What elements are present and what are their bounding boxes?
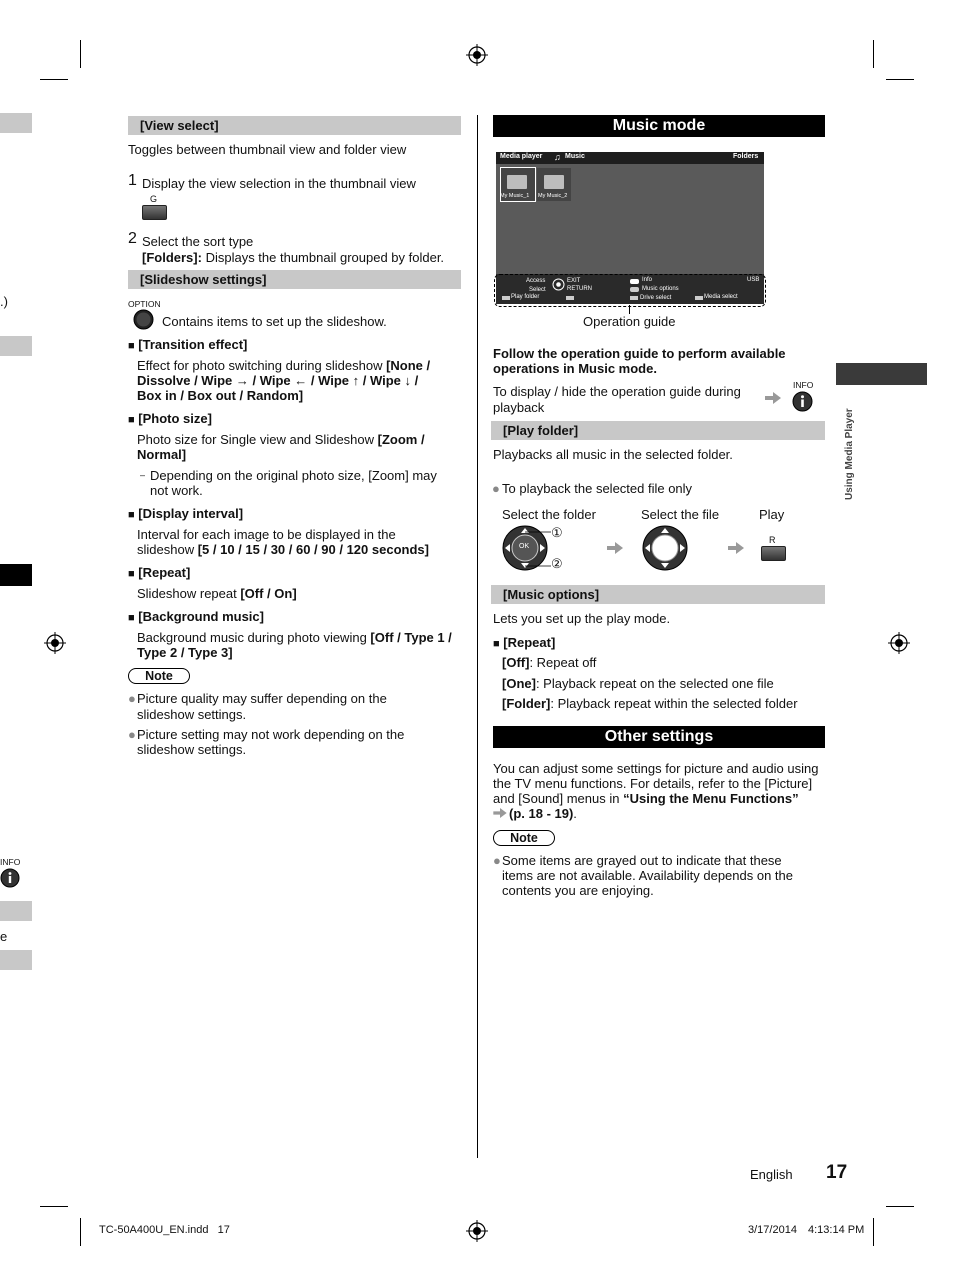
column-divider	[477, 115, 478, 1158]
edge-gray-tab	[0, 901, 32, 921]
folder-icon	[544, 175, 564, 189]
select-file-label: Select the file	[641, 507, 720, 522]
repeat-one-desc: : Playback repeat on the selected one file	[535, 676, 774, 691]
repeat-off	[502, 655, 596, 670]
follow-guide-2: operations in Music mode.	[493, 361, 657, 376]
crop-mark	[80, 1218, 81, 1246]
photo-size-desc-text: Photo size for Single view and Slideshow	[137, 432, 378, 447]
page-number: 17	[826, 1162, 848, 1183]
photo-size-head-text: [Photo size]	[138, 411, 212, 426]
play-file-bullet: To playback the selected file only	[502, 481, 693, 496]
play-folder-desc: Playbacks all music in the selected folder.	[493, 447, 733, 462]
note-bullet: ●	[128, 691, 136, 706]
guide-music-options: Music options	[642, 286, 679, 292]
bgm-head-text: [Background music]	[138, 609, 264, 624]
info-icon	[792, 391, 813, 412]
note-text: Picture setting may not work depending on the	[137, 727, 405, 742]
note-text: slideshow settings.	[137, 707, 247, 722]
side-tab-label: Using Media Player	[844, 408, 855, 500]
repeat-folder-desc: : Playback repeat within the selected folder	[550, 696, 798, 711]
screen-title-media-player: Media player	[500, 153, 543, 160]
operation-guide-label: Operation guide	[583, 314, 676, 329]
other-desc-3	[493, 791, 799, 806]
screen-title-folders: Folders	[733, 153, 759, 160]
guide-drive-select: Drive select	[640, 295, 672, 301]
repeat-head-text: [Repeat]	[138, 565, 191, 580]
arrow-right-icon	[607, 542, 623, 554]
play-label: Play	[759, 507, 785, 522]
ok-label: OK	[519, 543, 530, 550]
guide-media-select: Media select	[704, 294, 738, 300]
edge-gray-tab	[0, 113, 32, 133]
edge-text: .)	[0, 294, 8, 309]
repeat-head: ■ [Repeat]	[128, 565, 191, 580]
crop-mark	[40, 1206, 68, 1207]
repeat-one	[502, 676, 774, 691]
transition-options-2: Dissolve / Wipe → / Wipe ← / Wipe ↑ / Wipe ↓ /	[137, 373, 419, 388]
info-key-icon	[630, 279, 639, 284]
option-desc: Contains items to set up the slideshow.	[162, 314, 387, 329]
bgm-options-1: [Off / Type 1 /	[370, 630, 452, 645]
repeat-desc	[137, 586, 297, 601]
note-badge: Note	[128, 668, 190, 684]
registration-mark-icon	[466, 44, 488, 66]
repeat-off-label: [Off]	[502, 655, 530, 670]
edge-gray-tab	[0, 950, 32, 970]
section-header-music-mode: Music mode	[493, 115, 825, 137]
photo-size-note-1: Depending on the original photo size, [Zoom] may	[150, 468, 437, 483]
page-ref-line: (p. 18 - 19).	[509, 806, 577, 821]
step2-text: Select the sort type	[142, 234, 254, 249]
g-button	[142, 205, 167, 220]
view-select-desc: Toggles between thumbnail view and folder view	[128, 142, 407, 157]
repeat-one-label: [One]	[502, 676, 536, 691]
arrow-right-icon	[765, 392, 781, 404]
folder-icon	[507, 175, 527, 189]
repeat-folder	[502, 696, 798, 711]
other-desc-1: You can adjust some settings for picture and audio using	[493, 761, 819, 776]
other-desc-2: the TV menu functions. For details, refer to the [Picture]	[493, 776, 813, 791]
photo-size-options-2: Normal]	[137, 447, 187, 462]
callout-1: ①	[551, 525, 563, 540]
section-header-slideshow: [Slideshow settings]	[128, 270, 461, 289]
r-button	[761, 546, 786, 561]
arrow-right-icon	[728, 542, 744, 554]
photo-size-note-2: not work.	[150, 483, 203, 498]
interval-head: ■ [Display interval]	[128, 506, 244, 521]
repeat-folder-label: [Folder]	[502, 696, 551, 711]
repeat-options: [Off / On]	[240, 586, 297, 601]
cursor-pad-icon	[642, 525, 688, 571]
menu-functions-link[interactable]: “Using the Menu Functions”	[623, 791, 799, 806]
follow-guide-1: Follow the operation guide to perform available	[493, 346, 786, 361]
transition-desc	[137, 358, 430, 373]
note-text: contents you are enjoying.	[502, 883, 654, 898]
music-repeat-head: ■ [Repeat]	[493, 635, 556, 650]
transition-head: ■ [Transition effect]	[128, 337, 248, 352]
crop-mark	[886, 79, 914, 80]
note-badge: Note	[493, 830, 555, 846]
guide-play-folder: Play folder	[511, 294, 540, 300]
guide-exit: EXIT	[567, 278, 581, 284]
note-text: Some items are grayed out to indicate that these	[502, 853, 782, 868]
transition-head-text: [Transition effect]	[138, 337, 248, 352]
edge-text: e	[0, 929, 8, 944]
option-button-icon	[133, 309, 154, 330]
other-desc-3a: and [Sound] menus in	[493, 791, 624, 806]
arrow-right-icon	[493, 808, 507, 818]
registration-mark-icon	[466, 1220, 488, 1242]
guide-return: RETURN	[567, 286, 592, 292]
note-bullet: ●	[128, 727, 136, 742]
note-text: Picture quality may suffer depending on the	[137, 691, 387, 706]
crop-mark	[40, 79, 68, 80]
interval-desc-1: Interval for each image to be displayed in the	[137, 527, 396, 542]
thumb-label-2: My Music_2	[538, 193, 568, 199]
display-hide-2: playback	[493, 400, 545, 415]
interval-head-text: [Display interval]	[138, 506, 244, 521]
note-text: slideshow settings.	[137, 742, 247, 757]
option-key-icon	[630, 287, 639, 292]
bgm-desc-text: Background music during photo viewing	[137, 630, 371, 645]
registration-mark-icon	[44, 632, 66, 654]
section-header-play-folder: [Play folder]	[491, 421, 825, 440]
footer-date: 3/17/2014	[748, 1224, 797, 1236]
repeat-off-desc: : Repeat off	[529, 655, 597, 670]
interval-desc-2	[137, 542, 429, 557]
music-note-icon: ♫	[554, 152, 561, 162]
note-bullet: ●	[493, 853, 501, 868]
photo-size-dash: –	[140, 470, 146, 480]
info-label: INFO	[793, 380, 814, 390]
folders-line	[142, 250, 444, 265]
bgm-desc	[137, 630, 452, 645]
step-number: 1	[128, 172, 137, 189]
folders-label: [Folders]:	[142, 250, 202, 265]
footer-file: TC-50A400U_EN.indd 17	[99, 1224, 230, 1236]
bgm-head: ■ [Background music]	[128, 609, 264, 624]
edge-info-label: INFO	[0, 857, 21, 867]
registration-mark-icon	[888, 632, 910, 654]
g-key-label: G	[150, 194, 158, 204]
color-key-icon	[630, 296, 638, 300]
repeat-desc-text: Slideshow repeat	[137, 586, 241, 601]
display-hide-1: To display / hide the operation guide during	[493, 384, 741, 399]
chapter-tab	[836, 363, 927, 385]
operation-guide-box	[494, 274, 766, 307]
bullet: ●	[492, 481, 500, 496]
screen-title-music: Music	[565, 153, 585, 160]
crop-mark	[80, 40, 81, 68]
edge-black-tab	[0, 564, 32, 586]
folders-desc: Displays the thumbnail grouped by folder.	[201, 250, 445, 265]
transition-options-3: Box in / Box out / Random]	[137, 388, 304, 403]
callout-line	[629, 305, 630, 314]
music-repeat-head-text: [Repeat]	[503, 635, 556, 650]
crop-mark	[886, 1206, 914, 1207]
section-header-other-settings: Other settings	[493, 726, 825, 748]
section-header-music-options: [Music options]	[491, 585, 825, 604]
page-ref[interactable]: (p. 18 - 19)	[509, 806, 574, 821]
guide-access: Access	[526, 278, 546, 284]
interval-options: [5 / 10 / 15 / 30 / 60 / 90 / 120 seconds]	[197, 542, 429, 557]
photo-size-head: ■ [Photo size]	[128, 411, 212, 426]
option-label: OPTION	[128, 299, 161, 309]
music-options-desc: Lets you set up the play mode.	[493, 611, 671, 626]
transition-desc-text: Effect for photo switching during slideshow	[137, 358, 387, 373]
step1-text: Display the view selection in the thumbnail view	[142, 176, 416, 191]
step-number: 2	[128, 230, 137, 247]
crop-mark	[873, 1218, 874, 1246]
color-key-icon	[566, 296, 574, 300]
cursor-pad-icon	[552, 278, 565, 291]
thumb-label-1: My Music_1	[500, 193, 530, 199]
guide-usb: USB	[747, 277, 760, 283]
footer-language: English	[750, 1167, 793, 1182]
photo-size-options-1: [Zoom /	[377, 432, 425, 447]
transition-options-1: [None /	[386, 358, 431, 373]
crop-mark	[873, 40, 874, 68]
edge-gray-tab	[0, 336, 32, 356]
r-key-label: R	[769, 535, 776, 545]
color-key-icon	[695, 296, 703, 300]
photo-size-desc	[137, 432, 425, 447]
guide-select: Select	[529, 287, 546, 293]
color-key-icon	[502, 296, 510, 300]
bgm-options-2: Type 2 / Type 3]	[137, 645, 233, 660]
select-folder-label: Select the folder	[502, 507, 596, 522]
note-text: items are not available. Availability depends on the	[502, 868, 794, 883]
footer-time: 4:13:14 PM	[808, 1224, 865, 1236]
guide-info: Info	[642, 277, 653, 283]
callout-lines	[523, 528, 553, 570]
section-header-view-select: [View select]	[128, 116, 461, 135]
callout-2: ②	[551, 556, 563, 571]
info-icon	[0, 868, 20, 888]
interval-desc-2a: slideshow	[137, 542, 198, 557]
